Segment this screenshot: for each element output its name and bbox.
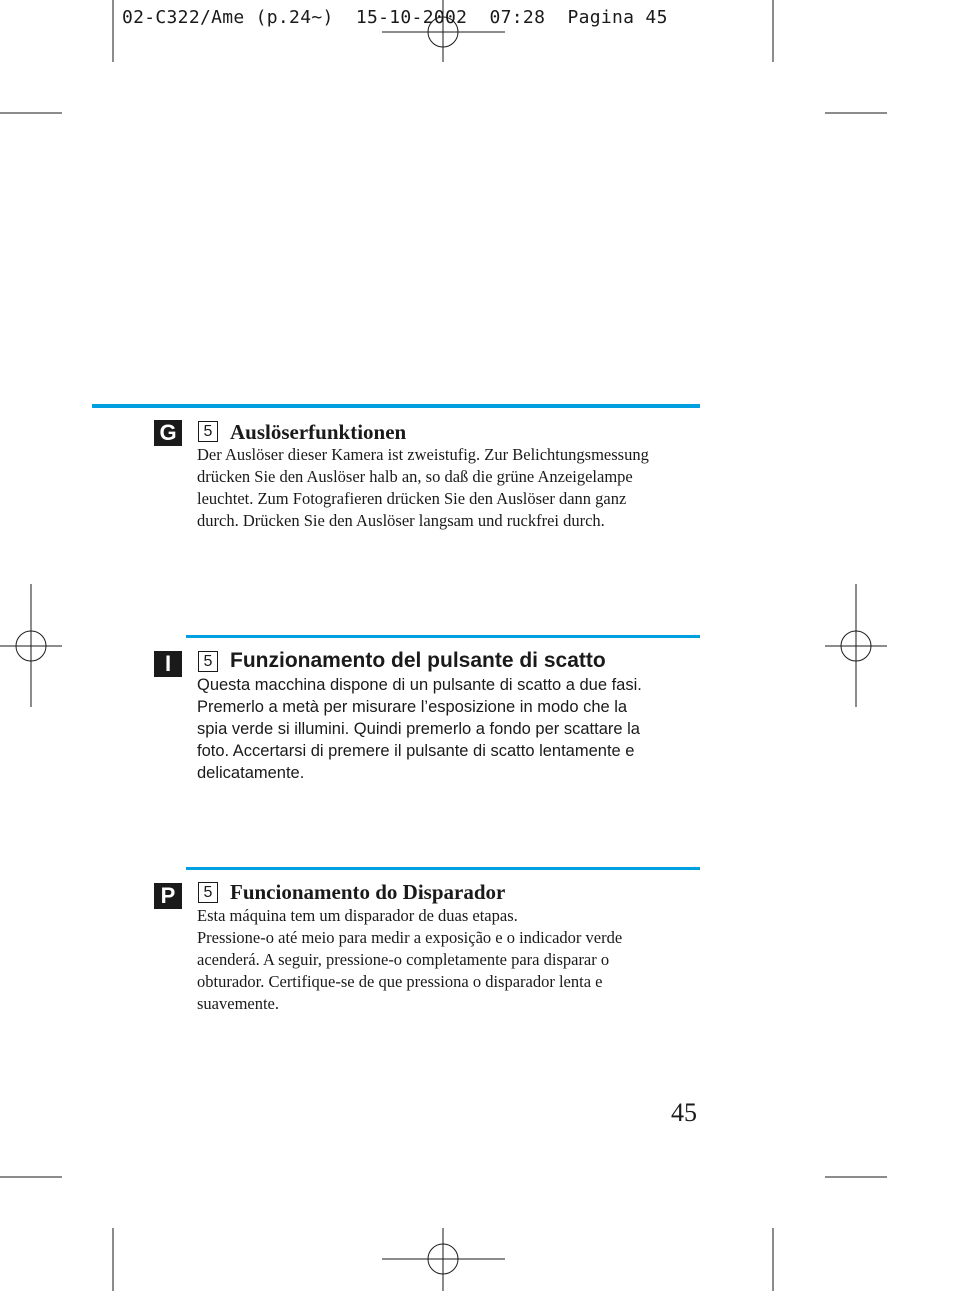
section-heading-italian: Funzionamento del pulsante di scatto xyxy=(230,649,606,672)
body-line: Questa macchina dispone di un pulsante di scatto a due fasi. xyxy=(197,676,642,694)
body-line: spia verde si illumini. Quindi premerlo a fondo per scattare la xyxy=(197,720,640,738)
language-badge-italian: I xyxy=(154,651,182,677)
step-number-box: 5 xyxy=(198,421,218,442)
registration-mark-bottom xyxy=(382,1228,505,1291)
body-line: durch. Drücken Sie den Auslöser langsam und ruckfrei durch. xyxy=(197,511,605,530)
language-badge-german: G xyxy=(154,420,182,446)
body-line: suavemente. xyxy=(197,994,280,1013)
step-number-box: 5 xyxy=(198,882,218,903)
body-line: Der Auslöser dieser Kamera ist zweistufig. Zur Belichtungsmessung xyxy=(197,445,649,464)
body-line: delicatamente. xyxy=(197,764,305,782)
section-divider-rule xyxy=(186,635,700,638)
body-line: drücken Sie den Auslöser halb an, so daß die grüne Anzeigelampe xyxy=(197,467,633,486)
section-body-portuguese xyxy=(197,905,702,1015)
body-line: acenderá. A seguir, pressione-o completamente para disparar o xyxy=(197,950,610,969)
body-line: Pressione-o até meio para medir a exposição e o indicador verde xyxy=(197,928,623,947)
body-line: foto. Accertarsi di premere il pulsante di scatto lentamente e xyxy=(197,742,635,760)
registration-mark-right xyxy=(825,584,887,707)
registration-mark-left xyxy=(0,584,62,707)
section-divider-rule xyxy=(186,867,700,870)
print-slug-line: 02-C322/Ame (p.24~) 15-10-2002 07:28 Pagina 45 xyxy=(122,7,668,28)
section-body-german xyxy=(197,444,702,532)
section-heading-german: Auslöserfunktionen xyxy=(230,420,407,444)
body-line: leuchtet. Zum Fotografieren drücken Sie den Auslöser dann ganz xyxy=(197,489,627,508)
body-line: obturador. Certifique-se de que pressiona o disparador lenta e xyxy=(197,972,603,991)
section-body-italian xyxy=(197,674,702,784)
body-line: Esta máquina tem um disparador de duas etapas. xyxy=(197,906,518,925)
step-number-box: 5 xyxy=(198,651,218,672)
language-badge-portuguese: P xyxy=(154,883,182,909)
page-number: 45 xyxy=(671,1098,697,1127)
section-heading-portuguese: Funcionamento do Disparador xyxy=(230,880,506,904)
body-line: Premerlo a metà per misurare l’esposizione in modo che la xyxy=(197,698,628,716)
section-divider-rule xyxy=(92,404,700,408)
